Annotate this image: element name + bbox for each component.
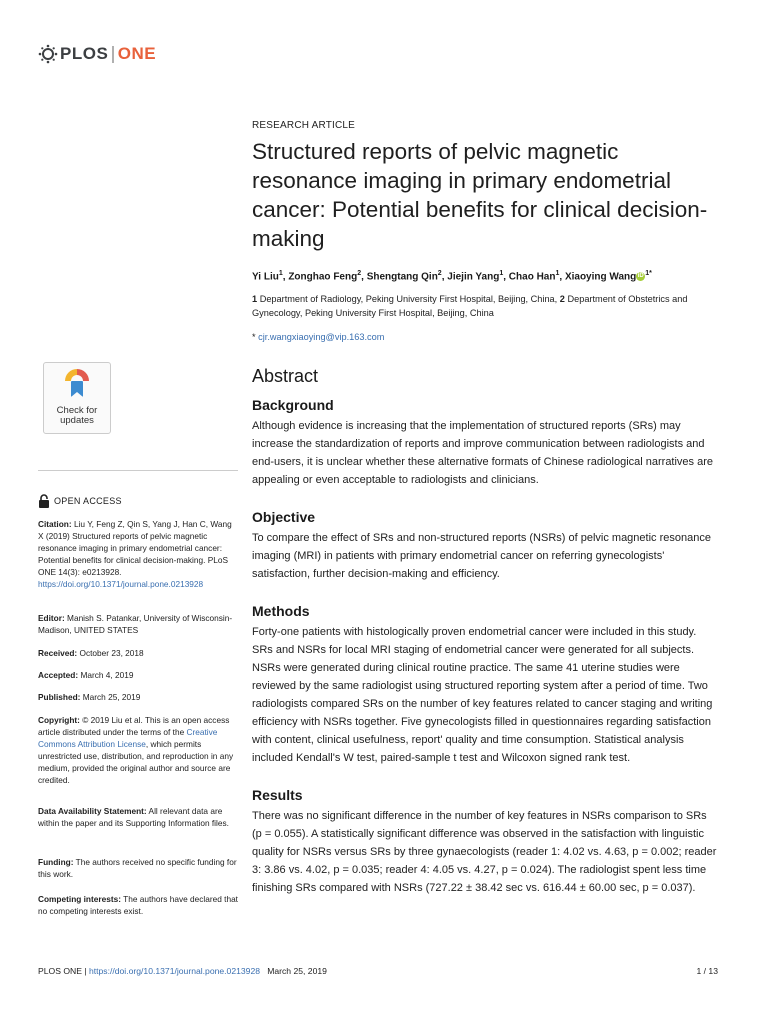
- journal-logo: [38, 44, 156, 64]
- author-name: Chao Han: [508, 271, 556, 283]
- copyright-block: [38, 714, 238, 786]
- footer-doi-link[interactable]: https://doi.org/10.1371/journal.pone.0213928: [88, 966, 261, 976]
- affiliations: [252, 292, 717, 320]
- editor-text: Manish S. Patankar, University of Wisconsin-Madison, UNITED STATES: [38, 613, 233, 635]
- logo-plos-text: PLOS: [60, 44, 109, 63]
- author-affiliation-mark: 1: [499, 270, 504, 277]
- objective-text: To compare the effect of SRs and non-structured reports (NSRs) of pelvic magnetic resonance imaging (MRI) in patients with primary endometrial cancer on referring gynecologists' satisfaction, further decision-making and efficiency.: [252, 532, 711, 581]
- competing-interests-text: The authors have declared that no competing interests exist.: [38, 894, 238, 916]
- data-availability-label: Data Availability Statement:: [38, 806, 147, 816]
- citation-doi-link[interactable]: https://doi.org/10.1371/journal.pone.0213928: [38, 579, 204, 589]
- sidebar-divider: [38, 470, 238, 471]
- funding-block: [38, 856, 238, 880]
- citation-label: Citation:: [38, 519, 72, 529]
- article-main: [252, 120, 717, 897]
- data-availability-text: All relevant data are within the paper and its Supporting Information files.: [38, 806, 229, 828]
- author-affiliation-mark: 2: [437, 270, 442, 277]
- accepted-block: [38, 669, 238, 681]
- affiliation-2-number: 2: [559, 294, 565, 305]
- published-date: March 25, 2019: [82, 692, 141, 702]
- logo-divider: [112, 46, 114, 63]
- affiliation-1: Department of Radiology, Peking University First Hospital, Beijing, China,: [259, 294, 558, 305]
- open-access-label: [38, 494, 122, 508]
- objective-heading: Objective: [252, 509, 316, 526]
- corresponding-email-link[interactable]: cjr.wangxiaoying@vip.163.com: [258, 332, 385, 343]
- footer-citation: [38, 966, 327, 976]
- published-block: [38, 691, 238, 703]
- copyright-label: Copyright:: [38, 715, 80, 725]
- author-name: Shengtang Qin: [366, 271, 438, 283]
- author-name: Yi Liu: [252, 271, 279, 283]
- author-affiliation-mark: 2: [357, 270, 362, 277]
- open-lock-icon: [38, 494, 50, 508]
- copyright-text-post: , which permits unrestricted use, distribution, and reproduction in any medium, provided the original author and source are credited.: [38, 739, 234, 785]
- check-updates-label: Check for updates: [56, 405, 98, 426]
- orcid-icon[interactable]: iD: [637, 273, 644, 280]
- author-affiliation-mark: 1: [555, 270, 560, 277]
- editor-label: Editor:: [38, 613, 65, 623]
- article-title: Structured reports of pelvic magnetic resonance imaging in primary endometrial cancer: Potential benefits for clinical decision-making: [252, 139, 708, 251]
- methods-heading: Methods: [252, 603, 310, 620]
- logo-one-text: ONE: [117, 44, 157, 63]
- results-text: There was no significant difference in the number of key features in NSRs comparison to SRs (p = 0.055). A statistically significant difference was observed in the satisfaction with linguistic quality for NSRs versus SRs by three gynaecologists (reader 1: 4.02 vs. 4.63, p = 0.002; reader 3: 3.86 vs. 4.02, p = 0.035; reader 4: 4.05 vs. 4.27, p = 0.024). The radiologist spent less time finishing SRs compared with NSRs (727.22 ± 38.42 sec vs. 616.44 ± 60.00 sec, p = 0.037).: [252, 810, 717, 895]
- check-for-updates-badge[interactable]: [43, 362, 111, 434]
- affiliation-1-number: 1: [252, 294, 258, 305]
- methods-text: Forty-one patients with histologically proven endometrial cancer were included in this study. SRs and NSRs for local MRI staging of endometrial cancer were generated for all subjects. NSRs were generated during clinical routine practice. The same 41 uterine studies were reviewed by the same radiologist using structured reporting system after a period of time. Two radiologists compared SRs on the number of key features related to cancer staging and writing efficiency with NSRs together. Five gynecologists filled in questionnaires regarding satisfaction with content, clinical usefulness, report' quality and time consumption. Statistical analysis included Kendall's W test, paired-sample t test and Wilcoxon signed rank test.: [252, 626, 713, 765]
- published-label: Published:: [38, 692, 81, 702]
- editor-block: [38, 612, 238, 636]
- author-name: Zonghao Feng: [288, 271, 358, 283]
- article-type: RESEARCH ARTICLE: [252, 120, 356, 131]
- author-affiliation-mark: 1: [278, 270, 283, 277]
- abstract-heading: Abstract: [252, 366, 319, 387]
- author-name: Jiejin Yang: [447, 271, 500, 283]
- competing-interests-block: [38, 893, 238, 917]
- author-affiliation-mark: 1*: [645, 270, 652, 277]
- received-block: [38, 647, 238, 659]
- corresponding-mark: *: [252, 332, 256, 343]
- competing-interests-label: Competing interests:: [38, 894, 121, 904]
- footer-journal: PLOS ONE |: [38, 966, 87, 976]
- citation-block: [38, 518, 238, 590]
- license-link[interactable]: Creative Commons Attribution License: [38, 727, 218, 749]
- corresponding-author: [252, 332, 717, 342]
- funding-label: Funding:: [38, 857, 74, 867]
- copyright-text-pre: © 2019 Liu et al. This is an open access article distributed under the terms of the: [38, 715, 230, 737]
- received-label: Received:: [38, 648, 78, 658]
- page-number: 1 / 13: [696, 966, 718, 976]
- background-heading: Background: [252, 397, 334, 414]
- received-date: October 23, 2018: [79, 648, 144, 658]
- background-text: Although evidence is increasing that the implementation of structured reports (SRs) may increase the standardization of reports and improve communication between radiologists and end-users, it is unclear whether these alternative formats of Chinese radiological narratives are appealing or even acceptable to radiologists and clinicians.: [252, 420, 714, 487]
- check-updates-icon: [62, 367, 92, 399]
- citation-text: Liu Y, Feng Z, Qin S, Yang J, Han C, Wang X (2019) Structured reports of pelvic magnetic resonance imaging in primary endometrial cancer: Potential benefits for clinical decision-making. PLoS ONE 14(3): e0213928.: [38, 519, 232, 577]
- accepted-date: March 4, 2019: [80, 670, 134, 680]
- author-name: Xiaoying Wang: [564, 271, 637, 283]
- accepted-label: Accepted:: [38, 670, 79, 680]
- author-list: Yi Liu$^1$, Zonghao Feng$^2$, Shengtang Qin$^2$, Jiejin Yang$^1$, Chao Han$^1$, Xiaoying Wang iD $^{1*}$: [252, 270, 652, 283]
- data-availability-block: [38, 805, 238, 829]
- footer-date: March 25, 2019: [267, 966, 327, 976]
- results-heading: Results: [252, 787, 303, 804]
- plos-logo-icon: [38, 44, 58, 64]
- open-access-text: OPEN ACCESS: [54, 496, 122, 506]
- funding-text: The authors received no specific funding for this work.: [38, 857, 237, 879]
- affiliation-2: Department of Obstetrics and Gynecology, Peking University First Hospital, Beijing, China: [252, 294, 688, 319]
